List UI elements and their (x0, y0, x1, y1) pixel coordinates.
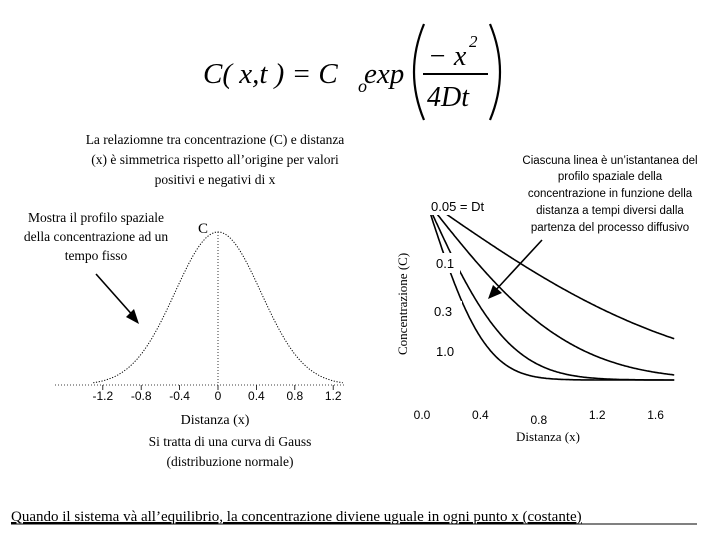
right-x-tick-label: 0.0 (413, 408, 431, 422)
left-caption-top (86, 132, 345, 187)
curve-label-1 (430, 253, 460, 273)
note-line: profilo spaziale della (557, 171, 663, 183)
left-x-tick-label: -0.8 (130, 389, 152, 403)
left-x-ticks (92, 385, 341, 403)
right-x-label: Distanza (x) (516, 429, 580, 444)
caption-line: (x) è simmetrica rispetto all’origine per valori (91, 152, 339, 167)
side-note-line: della concentrazione ad un (23, 229, 169, 244)
curve-label: 1.0 (436, 344, 455, 359)
curve-label-0 (424, 193, 498, 215)
concentration-curve-3 (426, 200, 674, 339)
footer-text: Quando il sistema và all’equilibrio, la concentrazione diviene uguale in ogni punto x (costante) (11, 509, 582, 525)
left-x-tick-label: 1.2 (324, 389, 342, 403)
caption-line: positivi e negativi di x (154, 172, 276, 187)
left-x-tick-label: -1.2 (92, 389, 114, 403)
side-note-line: Mostra il profilo spaziale (27, 210, 165, 225)
formula (203, 24, 500, 120)
formula-right-paren (490, 24, 500, 120)
note-line: distanza a tempi diversi dalla (536, 205, 684, 217)
right-x-tick-label: 1.6 (647, 408, 664, 422)
left-x-tick-label: 0.8 (286, 389, 304, 403)
right-x-tick-label: 0.4 (472, 408, 489, 422)
curve-label: 0.05 = Dt (431, 199, 485, 214)
note-line: Ciascuna linea è un’istantanea del (522, 155, 698, 167)
right-note (522, 155, 697, 234)
curve-label: 0.1 (436, 256, 455, 271)
right-x-tick-label: 1.2 (588, 408, 606, 422)
left-x-tick-label: 0 (214, 389, 222, 403)
formula-lhs: C( x,t ) = C (203, 58, 338, 90)
formula-left-paren (414, 24, 424, 120)
note-line: partenza del processo diffusivo (530, 222, 690, 234)
caption-line: La relaziomne tra concentrazione (C) e distanza (85, 132, 345, 147)
right-x-ticks (414, 408, 665, 427)
left-caption-bottom (149, 413, 312, 469)
curve-label: 0.3 (434, 304, 453, 319)
left-side-note (24, 210, 169, 263)
left-x-label: Distanza (x) (180, 413, 250, 428)
left-x-tick-label: -0.4 (169, 389, 190, 403)
caption-line: (distribuzione normale) (166, 454, 294, 469)
note-line: concentrazione in funzione della (527, 188, 693, 200)
left-arrow (96, 274, 139, 324)
formula-lhs-subscript: o (358, 76, 367, 96)
left-x-tick-label: 0.4 (248, 389, 265, 403)
formula-exp: exp (364, 58, 405, 90)
right-y-label: Concentrazione (C) (395, 252, 410, 355)
side-note-line: tempo fisso (64, 248, 128, 263)
formula-denominator: 4Dt (427, 82, 469, 113)
formula-numerator: − x (428, 41, 467, 72)
caption-line: Si tratta di una curva di Gauss (148, 434, 312, 449)
right-x-tick-label: 0.8 (530, 413, 548, 427)
curve-label-2 (428, 301, 462, 321)
curve-label-3 (430, 342, 464, 360)
left-y-label: C (198, 221, 209, 237)
formula-exponent: 2 (469, 32, 478, 51)
